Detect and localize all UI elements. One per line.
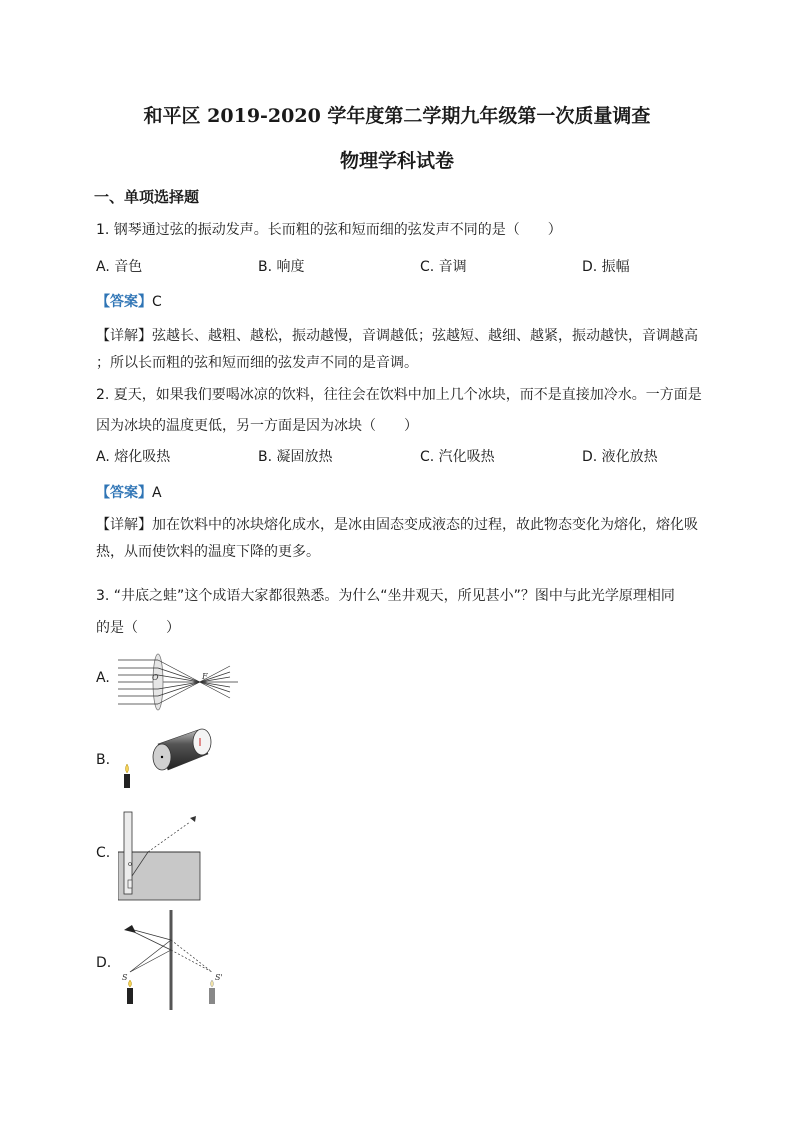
section-heading: 一、单项选择题: [94, 188, 200, 206]
detail-tag: 【详解】: [96, 328, 152, 344]
q2-option-d: D. 液化放热: [582, 449, 658, 465]
pinhole-camera-figure: [118, 722, 213, 792]
q2-stem-line1: 2. 夏天，如果我们要喝冰凉的饮料，往往会在饮料中加上几个冰块，而不是直接加冷水。一方面是: [96, 387, 702, 403]
convex-lens-figure: [118, 650, 238, 715]
q3-option-d-label: D.: [96, 955, 112, 971]
q3-stem-line1: 3. “井底之蛙”这个成语大家都很熟悉。为什么“坐井观天，所见甚小”？图中与此光学原理相同: [96, 588, 675, 604]
image-s-prime-label: S': [215, 973, 223, 982]
detail-tag: 【详解】: [96, 517, 152, 533]
q3-option-c-label: C.: [96, 845, 111, 861]
q2-option-c: C. 汽化吸热: [420, 449, 495, 465]
answer-tag: 【答案】: [96, 485, 152, 501]
page-title: 和平区 2019-2020 学年度第二学期九年级第一次质量调查: [143, 105, 651, 127]
q2-option-a: A. 熔化吸热: [96, 449, 171, 465]
q1-answer: [96, 291, 162, 311]
q1-detail-line2: ；所以长而粗的弦和短而细的弦发声不同的是音调。: [96, 355, 418, 371]
q1-option-c: C. 音调: [420, 259, 467, 275]
focus-o-label: O: [152, 673, 159, 682]
q2-stem-line2: 因为冰块的温度更低，另一方面是因为冰块（ ）: [96, 418, 418, 434]
q2-detail-line2: 热，从而使饮料的温度下降的更多。: [96, 544, 320, 560]
q2-detail-line1: [96, 514, 698, 534]
q2-option-b: B. 凝固放热: [258, 449, 333, 465]
q1-answer-value: C: [152, 294, 162, 310]
focus-f-label: F: [202, 672, 208, 681]
q3-stem-line2: 的是（ ）: [96, 620, 180, 636]
answer-tag: 【答案】: [96, 294, 152, 310]
q1-option-b: B. 响度: [258, 259, 305, 275]
refraction-pencil-figure: [118, 810, 203, 902]
q2-answer: [96, 482, 162, 502]
q2-answer-value: A: [152, 485, 162, 501]
q1-option-d: D. 振幅: [582, 259, 630, 275]
q3-option-b-label: B.: [96, 752, 111, 768]
plane-mirror-figure: [118, 910, 228, 1010]
q1-detail-line1: [96, 325, 698, 345]
q1-stem: 1. 钢琴通过弦的振动发声。长而粗的弦和短而细的弦发声不同的是（ ）: [96, 222, 562, 238]
q1-detail-text1: 弦越长、越粗、越松，振动越慢，音调越低；弦越短、越细、越紧，振动越快，音调越高: [152, 328, 698, 344]
q3-option-a-label: A.: [96, 670, 110, 686]
page-subtitle: 物理学科试卷: [339, 150, 454, 172]
source-s-label: S: [122, 973, 128, 982]
q2-detail-text1: 加在饮料中的冰块熔化成水，是冰由固态变成液态的过程，故此物态变化为熔化，熔化吸: [152, 517, 698, 533]
q1-option-a: A. 音色: [96, 259, 143, 275]
